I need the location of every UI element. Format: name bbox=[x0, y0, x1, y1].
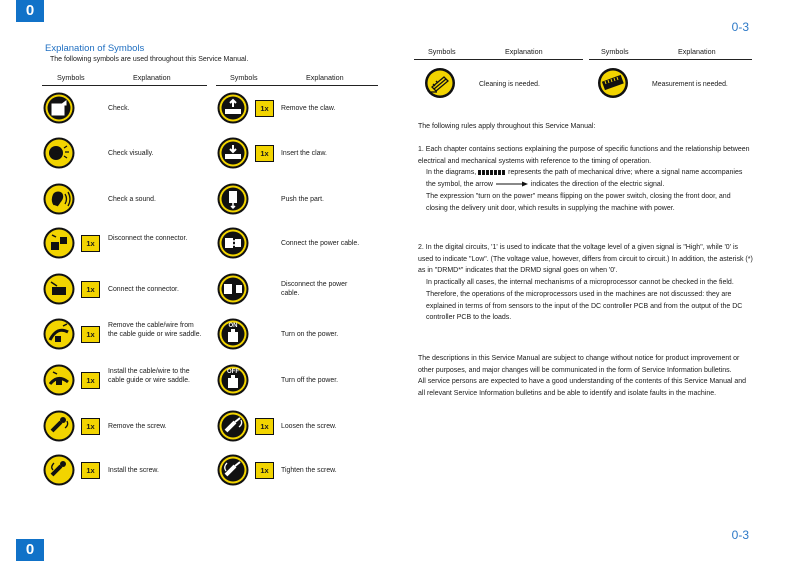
rtable-header-explanation-2: Explanation bbox=[678, 47, 716, 56]
tighten-screw-icon bbox=[217, 454, 249, 486]
rule-1-para-1: 1. Each chapter contains sections explaining the purpose of specific functions and the relationship between electrical and mechanical systems with reference to the timing of operation. bbox=[418, 146, 750, 165]
symbol-explanation: Insert the claw. bbox=[281, 149, 327, 157]
install-cable-icon bbox=[43, 364, 75, 396]
symbol-explanation: Remove the screw. bbox=[108, 422, 167, 430]
loosen-screw-icon bbox=[217, 410, 249, 442]
header-rule-right bbox=[216, 85, 378, 86]
symbol-explanation: Install the screw. bbox=[108, 466, 159, 474]
count-badge: 1x bbox=[81, 372, 100, 389]
symbol-explanation: Remove the cable/wire from the cable guide or wire saddle. bbox=[108, 321, 202, 338]
rtable-header-symbols-1: Symbols bbox=[428, 47, 456, 56]
closing-notes bbox=[418, 353, 753, 400]
count-badge: 1x bbox=[255, 462, 274, 479]
power-switch-label: ON bbox=[228, 323, 238, 329]
rules-intro: The following rules apply throughout this Service Manual: bbox=[418, 123, 596, 130]
power-switch-label: OFF bbox=[227, 369, 239, 375]
rtable-rule-1 bbox=[414, 59, 583, 60]
count-badge: 1x bbox=[255, 145, 274, 162]
chapter-badge-bottom: 0 bbox=[16, 539, 44, 561]
rule-1-para-2: In the diagrams, represents the path of mechanical drive; where a signal name accompanies the symbol, the arrow indicates the direction of the electric signal. bbox=[426, 169, 743, 189]
symbol-explanation: Turn on the power. bbox=[281, 330, 339, 338]
rule-1 bbox=[418, 144, 753, 214]
ear-icon bbox=[43, 183, 75, 215]
eye-icon bbox=[43, 137, 75, 169]
section-title: Explanation of Symbols bbox=[45, 43, 145, 54]
hand-check-icon bbox=[43, 92, 75, 124]
count-badge: 1x bbox=[81, 462, 100, 479]
insert-claw-icon bbox=[217, 137, 249, 169]
symbol-explanation: Connect the connector. bbox=[108, 285, 179, 293]
header-explanation-right: Explanation bbox=[306, 73, 344, 82]
rule-1-para-3: The expression "turn on the power" means flipping on the power switch, closing the front door, and closing the delivery unit door, which results in supplying the machine with power. bbox=[426, 192, 731, 212]
connect-connector-icon bbox=[43, 273, 75, 305]
count-badge: 1x bbox=[255, 100, 274, 117]
cleaning-text: Cleaning is needed. bbox=[479, 81, 540, 88]
symbol-explanation: Disconnect the power cable. bbox=[281, 281, 348, 297]
intro-text: The following symbols are used throughout this Service Manual. bbox=[50, 56, 249, 63]
symbol-explanation: Turn off the power. bbox=[281, 376, 339, 384]
symbol-explanation: Disconnect the connector. bbox=[108, 235, 188, 242]
rule-2-para-1: 2. In the digital circuits, '1' is used to indicate that the voltage level of a given signal is "High", while '0' is used to indicate "Low". (The voltage value, however, differs from circuit to circuit.) In addition, the asterisk (*) as in "DRMD*" indicates that the DRMD signal goes on when '0'. bbox=[418, 244, 753, 275]
closing-para-2: All service persons are expected to have a good understanding of the contents of this Service Manual and all relevant Service Information bulletins and be able to identify and isolate faults in the machine. bbox=[418, 378, 747, 398]
page-number-top: 0-3 bbox=[731, 20, 749, 34]
header-symbols-left: Symbols bbox=[57, 73, 85, 82]
power-off-icon bbox=[217, 364, 249, 396]
header-explanation-left: Explanation bbox=[133, 73, 171, 82]
count-badge: 1x bbox=[81, 326, 100, 343]
mechanical-drive-symbol bbox=[478, 170, 506, 175]
rtable-header-explanation-1: Explanation bbox=[505, 47, 543, 56]
rtable-header-symbols-2: Symbols bbox=[601, 47, 629, 56]
count-badge: 1x bbox=[81, 235, 100, 252]
header-rule-left bbox=[42, 85, 207, 86]
push-part-icon bbox=[217, 183, 249, 215]
symbol-explanation: Remove the claw. bbox=[281, 104, 336, 112]
rtable-rule-2 bbox=[589, 59, 752, 60]
disconnect-power-cable-icon bbox=[217, 273, 249, 305]
page-number-bottom: 0-3 bbox=[731, 528, 749, 542]
measurement-icon bbox=[597, 67, 629, 99]
symbol-explanation: Tighten the screw. bbox=[281, 466, 337, 474]
count-badge: 1x bbox=[255, 418, 274, 435]
header-symbols-right: Symbols bbox=[230, 73, 258, 82]
count-badge: 1x bbox=[81, 418, 100, 435]
signal-arrow-icon bbox=[495, 181, 529, 187]
disconnect-connector-icon bbox=[43, 227, 75, 259]
install-screw-icon bbox=[43, 454, 75, 486]
rule-2 bbox=[418, 242, 753, 324]
symbol-explanation: Check a sound. bbox=[108, 195, 156, 203]
symbol-explanation: Loosen the screw. bbox=[281, 422, 337, 430]
measurement-text: Measurement is needed. bbox=[652, 81, 728, 88]
remove-screw-icon bbox=[43, 410, 75, 442]
count-badge: 1x bbox=[81, 281, 100, 298]
rule-2-para-2: In practically all cases, the internal mechanisms of a microprocessor cannot be checked in the field. Therefore, the operations of the microprocessors used in the machines are not discussed: they are explained in terms of from sensors to the input of the DC controller PCB and from the output of the DC controller PCB to the loads. bbox=[426, 279, 743, 322]
remove-claw-icon bbox=[217, 92, 249, 124]
symbol-explanation: Connect the power cable. bbox=[281, 239, 360, 247]
symbol-explanation: Check visually. bbox=[108, 149, 154, 157]
power-on-icon bbox=[217, 318, 249, 350]
symbol-explanation: Install the cable/wire to the cable guide or wire saddle. bbox=[108, 367, 190, 384]
remove-cable-icon bbox=[43, 318, 75, 350]
symbol-explanation: Push the part. bbox=[281, 195, 324, 203]
symbol-explanation: Check. bbox=[108, 104, 130, 112]
connect-power-cable-icon bbox=[217, 227, 249, 259]
chapter-badge-top: 0 bbox=[16, 0, 44, 22]
closing-para-1: The descriptions in this Service Manual are subject to change without notice for product improvement or other purposes, and major changes will be communicated in the form of Service Information bulletins. bbox=[418, 355, 740, 374]
cleaning-icon bbox=[424, 67, 456, 99]
